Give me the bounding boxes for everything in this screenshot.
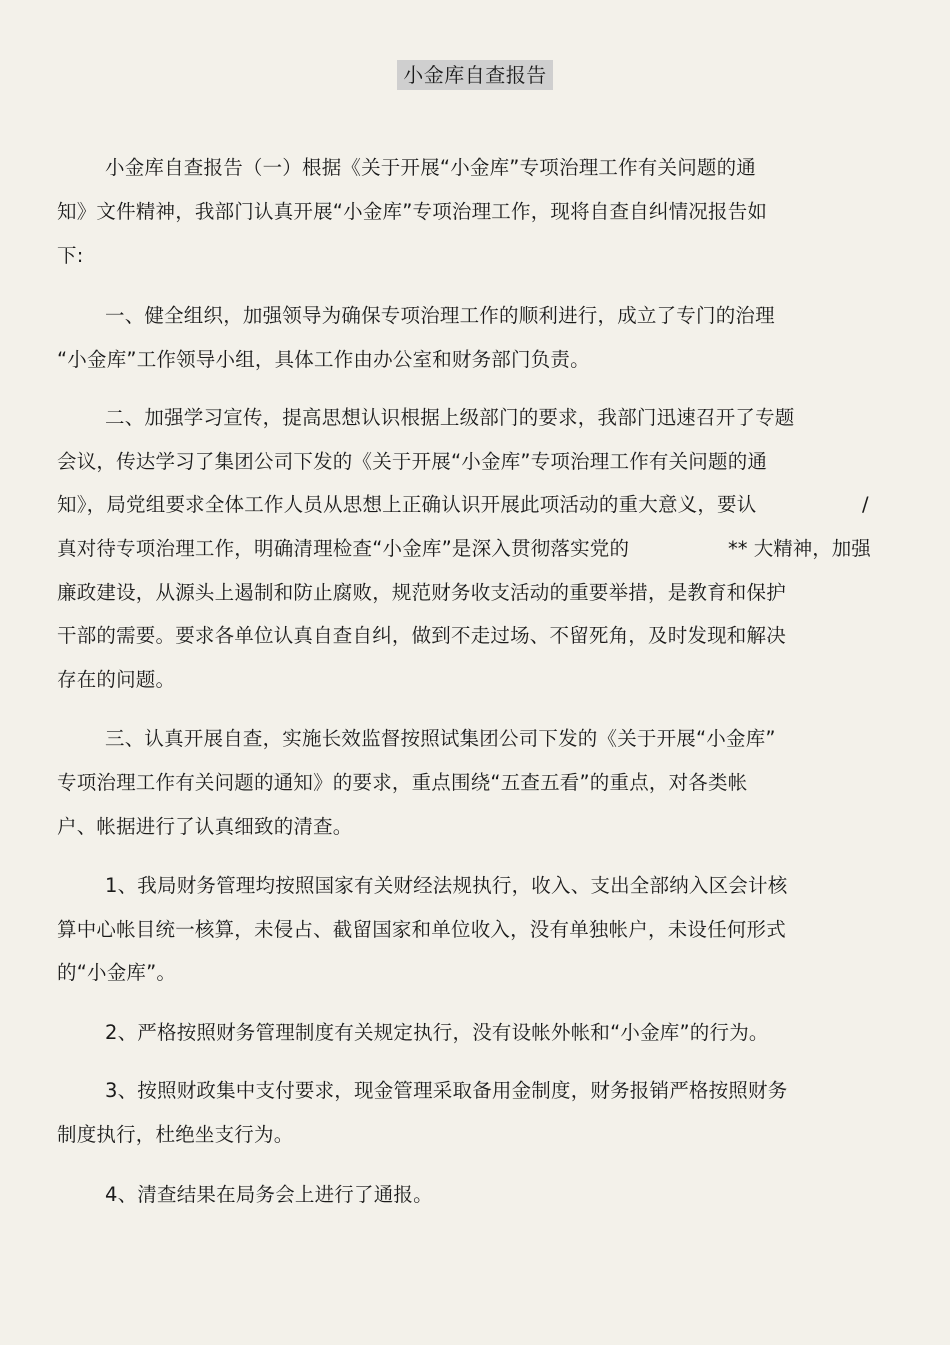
text-line: 4、清查结果在局务会上进行了通报。 — [105, 1183, 433, 1206]
text-line: “小金库”工作领导小组，具体工作由办公室和财务部门负责。 — [57, 348, 590, 371]
text-line: 小金库自查报告（一）根据《关于开展“小金库”专项治理工作有关问题的通 — [105, 156, 757, 179]
text-line: 算中心帐目统一核算，未侵占、截留国家和单位收入，没有单独帐户，未设任何形式 — [57, 918, 786, 941]
text-line: 会议，传达学习了集团公司下发的《关于开展“小金库”专项治理工作有关问题的通 — [57, 450, 768, 473]
text-line-tail: ** 大精神，加强 — [728, 537, 871, 560]
text-line: 二、加强学习宣传，提高思想认识根据上级部门的要求，我部门迅速召开了专题 — [105, 406, 795, 429]
text-line: 2、严格按照财务管理制度有关规定执行，没有设帐外帐和“小金库”的行为。 — [105, 1021, 769, 1044]
text-line: 知》文件精神，我部门认真开展“小金库”专项治理工作，现将自查自纠情况报告如 — [57, 200, 768, 223]
text-line: 廉政建设，从源头上遏制和防止腐败，规范财务收支活动的重要举措，是教育和保护 — [57, 581, 786, 604]
text-line: 专项治理工作有关问题的通知》的要求，重点围绕“五查五看”的重点，对各类帐 — [57, 771, 748, 794]
text-line: 下: — [57, 244, 84, 267]
text-line: 户、帐据进行了认真细致的清查。 — [57, 815, 353, 838]
title-container — [0, 60, 950, 90]
text-line: 3、按照财政集中支付要求，现金管理采取备用金制度，财务报销严格按照财务 — [105, 1079, 788, 1102]
slash-mark: / — [862, 493, 869, 516]
text-line: 一、健全组织，加强领导为确保专项治理工作的顺利进行，成立了专门的治理 — [105, 304, 775, 327]
text-line: 存在的问题。 — [57, 668, 176, 691]
text-line: 1、我局财务管理均按照国家有关财经法规执行，收入、支出全部纳入区会计核 — [105, 874, 788, 897]
text-line: 真对待专项治理工作，明确清理检查“小金库”是深入贯彻落实党的 — [57, 537, 630, 560]
text-line: 的“小金库”。 — [57, 961, 177, 984]
text-line: 制度执行，杜绝坐支行为。 — [57, 1123, 294, 1146]
document-title: 小金库自查报告 — [397, 60, 553, 90]
text-line: 三、认真开展自查，实施长效监督按照试集团公司下发的《关于开展“小金库” — [105, 727, 776, 750]
text-line: 知》，局党组要求全体工作人员从思想上正确认识开展此项活动的重大意义，要认 — [57, 493, 757, 516]
text-line: 干部的需要。要求各单位认真自查自纠，做到不走过场、不留死角，及时发现和解决 — [57, 624, 786, 647]
